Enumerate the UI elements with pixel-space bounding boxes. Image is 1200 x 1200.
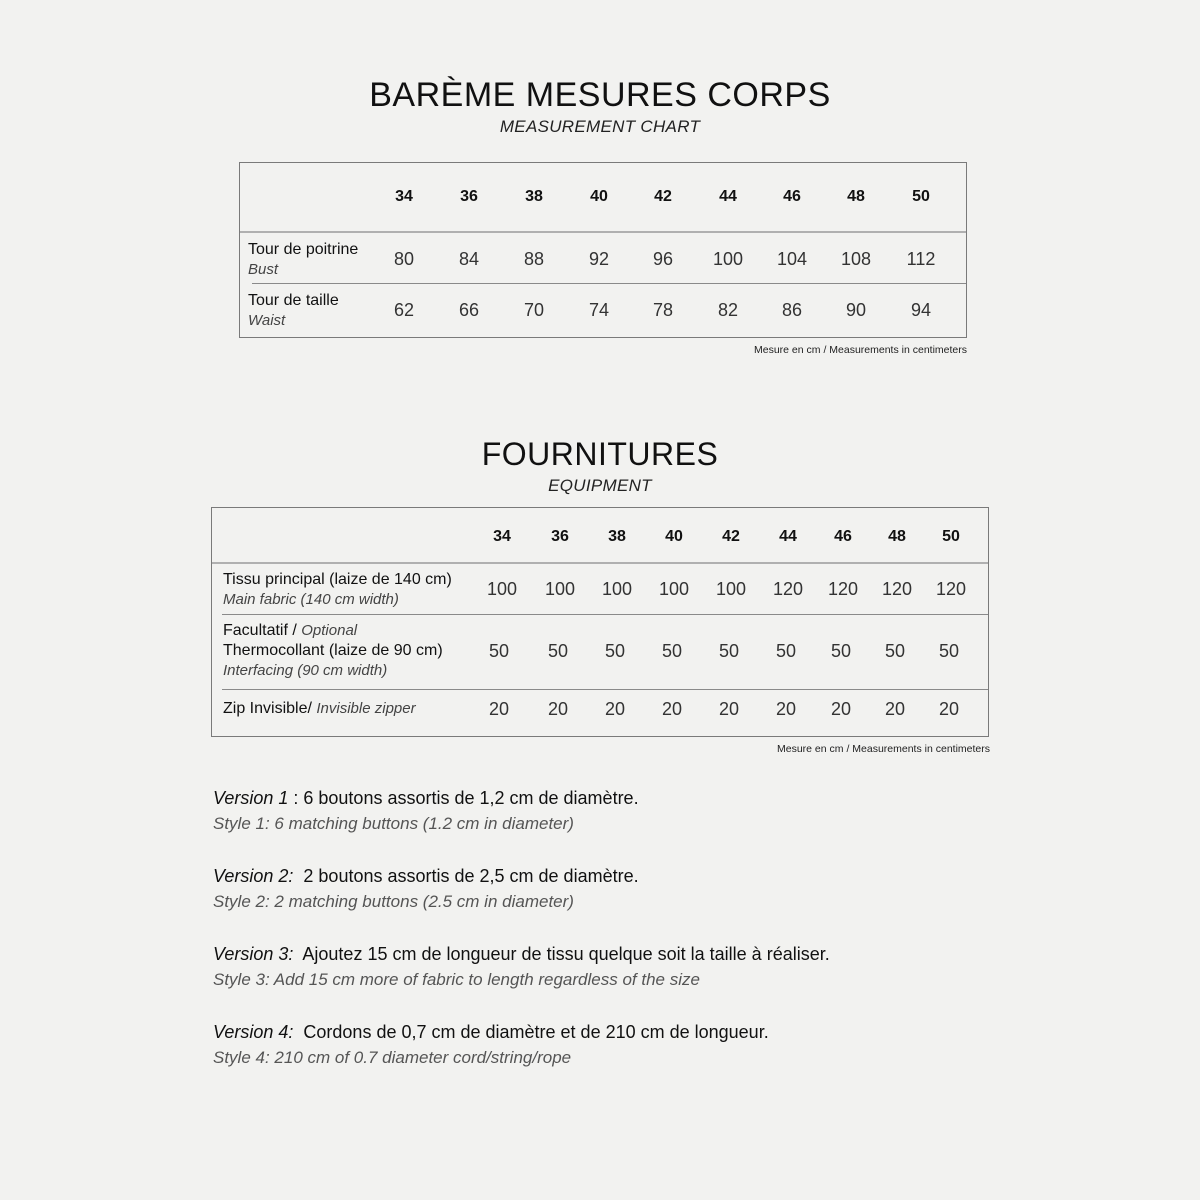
value-cell: 78 [652, 300, 674, 320]
value-cell: 120 [935, 579, 967, 599]
version-text-fr: 6 boutons assortis de 1,2 cm de diamètre. [303, 788, 639, 808]
value-cell: 80 [393, 249, 415, 269]
row-label [223, 570, 452, 610]
size-header: 48 [888, 528, 906, 545]
value-cell: 90 [845, 300, 867, 320]
value-cell: 120 [827, 579, 859, 599]
version-text-en: Style 2: 2 matching buttons (2.5 cm in diameter) [213, 892, 574, 911]
row-label-fr: Tissu principal (laize de 140 cm) [223, 571, 452, 588]
value-cell: 100 [712, 249, 744, 269]
version-fr [213, 941, 830, 967]
version-fr [213, 863, 639, 889]
version-text-fr: 2 boutons assortis de 2,5 cm de diamètre. [303, 866, 639, 886]
version-fr [213, 1019, 769, 1045]
value-cell: 96 [652, 249, 674, 269]
row-divider [222, 689, 988, 690]
row-label [248, 291, 339, 331]
value-cell: 84 [458, 249, 480, 269]
value-cell: 100 [486, 579, 518, 599]
header-divider [240, 231, 966, 233]
version-fr [213, 785, 639, 811]
size-header: 40 [665, 528, 683, 545]
value-cell: 50 [830, 641, 852, 661]
row-label-fr: Tour de poitrine [248, 241, 359, 258]
value-cell: 50 [938, 641, 960, 661]
value-cell: 112 [906, 249, 936, 269]
value-cell: 120 [881, 579, 913, 599]
value-cell: 66 [458, 300, 480, 320]
value-cell: 50 [488, 641, 510, 661]
row-label [223, 699, 416, 719]
size-header: 34 [395, 188, 413, 205]
row-label-fr: Zip Invisible/ [223, 700, 317, 717]
value-cell: 50 [718, 641, 740, 661]
header-divider [212, 562, 988, 564]
row-label [248, 240, 358, 280]
value-cell: 62 [393, 300, 415, 320]
version-text-en: Style 4: 210 cm of 0.7 diameter cord/string/rope [213, 1048, 572, 1067]
value-cell: 74 [588, 300, 610, 320]
value-cell: 50 [884, 641, 906, 661]
version-label: Version 1 [213, 788, 289, 808]
size-header: 42 [722, 528, 740, 545]
size-header: 36 [460, 188, 478, 205]
version-text-fr: Cordons de 0,7 cm de diamètre et de 210 cm de longueur. [303, 1022, 769, 1042]
optional-en: Optional [301, 622, 358, 639]
value-cell: 86 [781, 300, 803, 320]
separator [293, 1022, 303, 1042]
size-header: 48 [847, 188, 865, 205]
value-cell: 100 [658, 579, 690, 599]
value-cell: 88 [523, 249, 545, 269]
value-cell: 20 [938, 699, 960, 719]
value-cell: 20 [661, 699, 683, 719]
measurement-chart-subtitle: MEASUREMENT CHART [499, 117, 701, 136]
value-cell: 120 [772, 579, 804, 599]
size-header: 46 [834, 528, 852, 545]
version-text-fr: Ajoutez 15 cm de longueur de tissu quelque soit la taille à réaliser. [302, 944, 830, 964]
value-cell: 94 [910, 300, 932, 320]
size-header: 42 [654, 188, 672, 205]
measurement-chart-title: BARÈME MESURES CORPS [369, 76, 831, 114]
version-item [213, 941, 830, 993]
row-label-fr: Tour de taille [248, 292, 339, 309]
separator: : [288, 788, 304, 808]
equipment-subtitle: EQUIPMENT [548, 476, 652, 495]
version-item [213, 785, 639, 837]
units-note: Mesure en cm / Measurements in centimeters [777, 743, 990, 755]
value-cell: 50 [661, 641, 683, 661]
value-cell: 108 [840, 249, 872, 269]
value-cell: 100 [601, 579, 633, 599]
value-cell: 92 [588, 249, 610, 269]
version-label: Version 2: [213, 866, 294, 886]
row-label-en: Waist [248, 312, 286, 329]
version-text-en: Style 1: 6 matching buttons (1.2 cm in diameter) [213, 814, 574, 833]
value-cell: 104 [776, 249, 808, 269]
value-cell: 70 [523, 300, 545, 320]
row-label-en: Interfacing (90 cm width) [223, 662, 388, 679]
optional-fr: Facultatif / [223, 622, 302, 639]
value-cell: 20 [775, 699, 797, 719]
version-label: Version 3: [213, 944, 294, 964]
value-cell: 20 [547, 699, 569, 719]
units-note: Mesure en cm / Measurements in centimeters [754, 344, 967, 356]
value-cell: 20 [830, 699, 852, 719]
row-divider [222, 614, 988, 615]
row-label-optional [223, 621, 443, 641]
size-header: 38 [525, 188, 543, 205]
equipment-title: FOURNITURES [481, 436, 719, 472]
row-label [223, 621, 443, 681]
row-label-en: Bust [248, 261, 279, 278]
size-header: 50 [912, 188, 930, 205]
size-header: 44 [779, 528, 797, 545]
size-header: 38 [608, 528, 626, 545]
row-label-en: Invisible zipper [316, 700, 416, 717]
row-label-fr: Thermocollant (laize de 90 cm) [223, 642, 443, 659]
value-cell: 82 [717, 300, 739, 320]
size-header: 44 [719, 188, 737, 205]
version-label: Version 4: [213, 1022, 294, 1042]
version-text-en: Style 3: Add 15 cm more of fabric to length regardless of the size [213, 970, 700, 989]
size-header: 34 [493, 528, 511, 545]
row-divider [252, 283, 966, 284]
value-cell: 100 [715, 579, 747, 599]
value-cell: 20 [718, 699, 740, 719]
value-cell: 20 [488, 699, 510, 719]
value-cell: 20 [604, 699, 626, 719]
version-item [213, 863, 639, 915]
size-header: 50 [942, 528, 960, 545]
size-header: 46 [783, 188, 801, 205]
row-label-en: Main fabric (140 cm width) [223, 591, 399, 608]
version-item [213, 1019, 769, 1071]
value-cell: 100 [544, 579, 576, 599]
value-cell: 50 [547, 641, 569, 661]
value-cell: 50 [604, 641, 626, 661]
size-header: 36 [551, 528, 569, 545]
value-cell: 20 [884, 699, 906, 719]
separator [293, 866, 303, 886]
value-cell: 50 [775, 641, 797, 661]
size-header: 40 [590, 188, 608, 205]
